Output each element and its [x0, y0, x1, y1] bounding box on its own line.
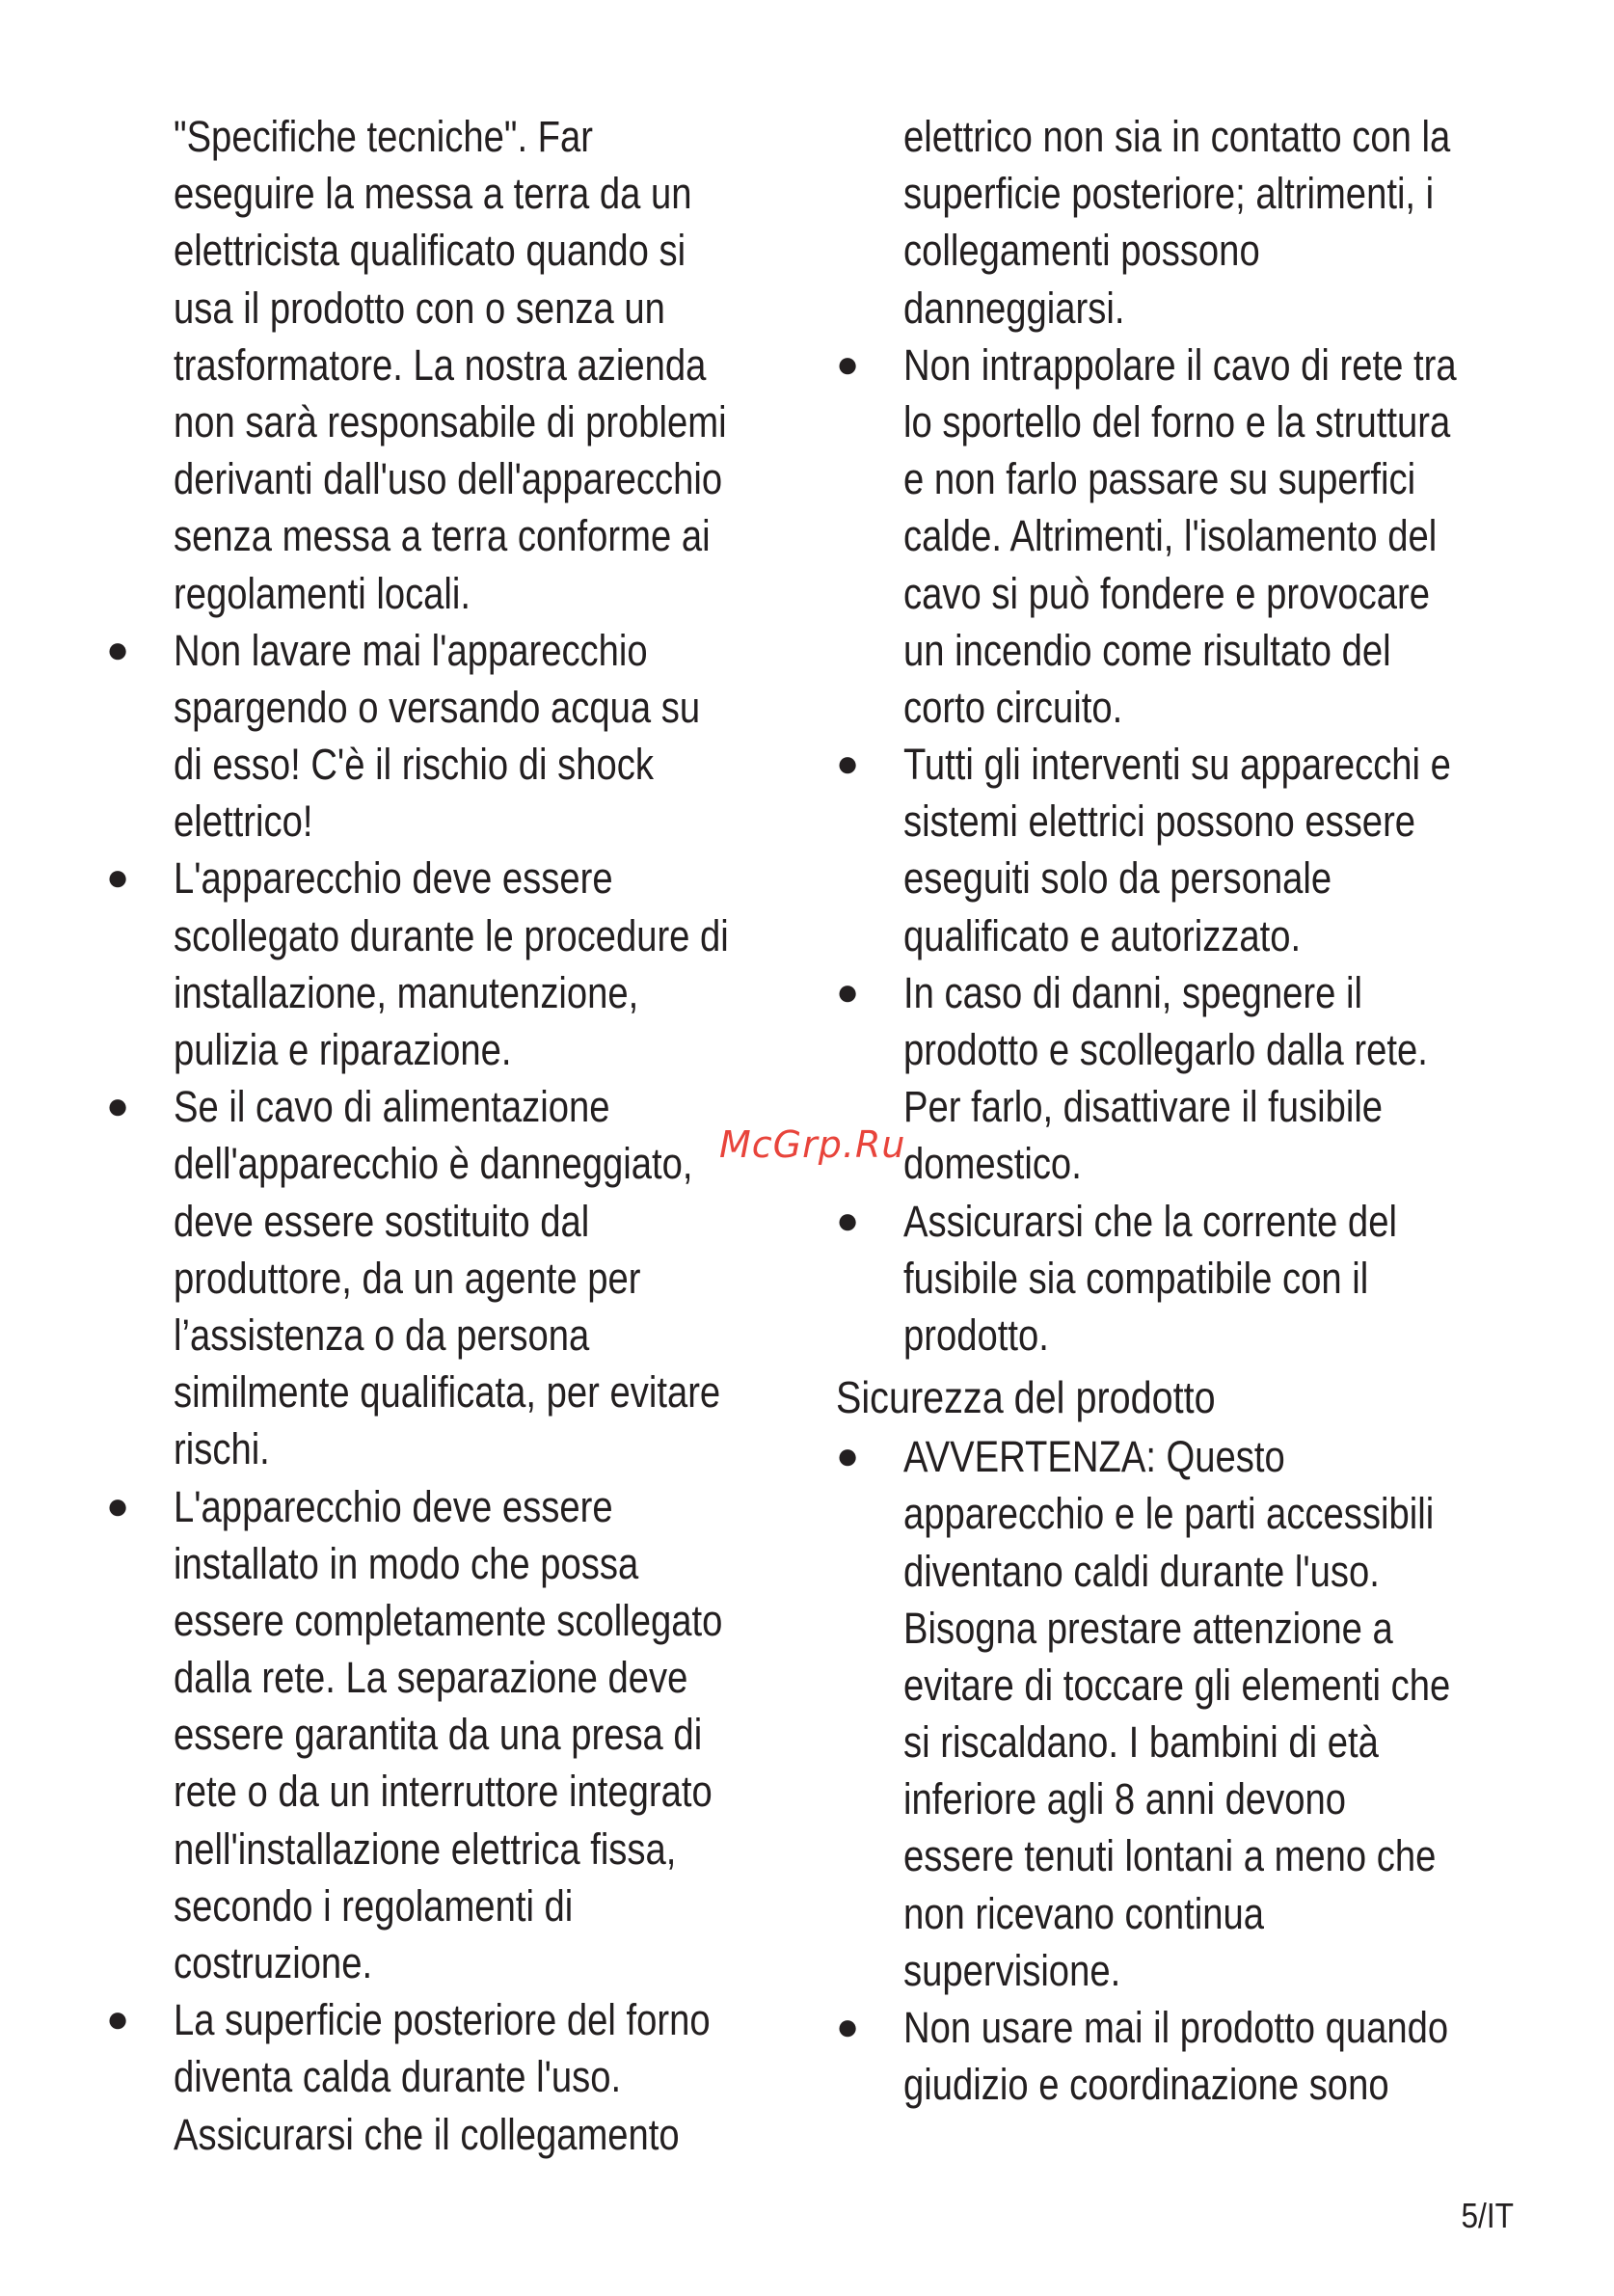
bullet-item: [836, 1999, 1525, 2113]
text-line: Assicurarsi che la corrente del: [903, 1196, 1397, 1246]
text-line: essere tenuti lontani a meno che: [903, 1831, 1437, 1881]
bullet-text: [174, 622, 795, 851]
text-line: Per farlo, disattivare il fusibile: [903, 1082, 1384, 1132]
text-line: Non intrappolare il cavo di rete tra: [903, 339, 1457, 390]
text-line: diventano caldi durante l'uso.: [903, 1546, 1380, 1596]
text-line: prodotto.: [903, 1310, 1049, 1360]
text-line: rete o da un interruttore integrato: [174, 1767, 713, 1817]
text-line: eseguire la messa a terra da un: [174, 169, 692, 219]
bullet-icon: ●: [106, 856, 130, 900]
bullet-item: [106, 1991, 795, 2163]
bullet-item: [836, 1428, 1525, 1999]
bullet-item: [106, 850, 795, 1078]
text-line: l’assistenza o da persona: [174, 1310, 590, 1360]
text-line: La superficie posteriore del forno: [174, 1995, 711, 2045]
text-line: scollegato durante le procedure di: [174, 910, 729, 960]
text-line: diventa calda durante l'uso.: [174, 2052, 622, 2102]
text-line: giudizio e coordinazione sono: [903, 2060, 1389, 2110]
bullet-icon: ●: [106, 1484, 130, 1527]
text-line: Tutti gli interventi su apparecchi e: [903, 740, 1451, 790]
text-line: elettricista qualificato quando si: [174, 226, 686, 276]
text-line: non sarà responsabile di problemi: [174, 396, 727, 446]
text-line: Se il cavo di alimentazione: [174, 1082, 610, 1132]
text-line: un incendio come risultato del: [903, 625, 1391, 675]
text-line: di esso! C'è il rischio di shock: [174, 740, 654, 790]
text-line: L'apparecchio deve essere: [174, 1481, 613, 1531]
right-column: [836, 108, 1525, 2113]
text-line: supervisione.: [903, 1945, 1121, 1995]
text-line: AVVERTENZA: Questo: [903, 1432, 1285, 1482]
text-line: eseguiti solo da personale: [903, 853, 1332, 904]
text-line: domestico.: [903, 1139, 1082, 1189]
text-line: senza messa a terra conforme ai: [174, 511, 711, 561]
text-line: si riscaldano. I bambini di età: [903, 1717, 1379, 1768]
text-line: danneggiarsi.: [903, 283, 1125, 333]
text-line: sistemi elettrici possono essere: [903, 797, 1416, 847]
bullet-icon: ●: [106, 1998, 130, 2041]
text-line: collegamenti possono: [903, 226, 1260, 276]
text-line: dell'apparecchio è danneggiato,: [174, 1139, 693, 1189]
bullet-icon: ●: [836, 970, 860, 1013]
text-line: deve essere sostituito dal: [174, 1196, 590, 1246]
text-line: lo sportello del forno e la struttura: [903, 396, 1451, 446]
bullet-icon: ●: [836, 1199, 860, 1242]
text-line: essere garantita da una presa di: [174, 1710, 703, 1760]
bullet-text: [903, 964, 1525, 1193]
text-line: L'apparecchio deve essere: [174, 853, 613, 904]
text-line: evitare di toccare gli elementi che: [903, 1660, 1451, 1710]
text-line: dalla rete. La separazione deve: [174, 1653, 688, 1703]
bullet-text: [903, 736, 1525, 964]
text-line: costruzione.: [174, 1938, 373, 1987]
text-line: usa il prodotto con o senza un: [174, 283, 665, 333]
bullet-item: [106, 1478, 795, 1992]
text-line: fusibile sia compatibile con il: [903, 1253, 1369, 1303]
text-line: Non lavare mai l'apparecchio: [174, 625, 648, 675]
page-number: 5/IT: [1461, 2196, 1514, 2235]
text-line: superficie posteriore; altrimenti, i: [903, 169, 1435, 219]
text-line: Bisogna prestare attenzione a: [903, 1603, 1393, 1653]
watermark: McGrp.Ru: [719, 1123, 906, 1166]
bullet-text: [174, 1078, 795, 1477]
text-line: cavo si può fondere e provocare: [903, 568, 1431, 618]
text-line: essere completamente scollegato: [174, 1595, 723, 1645]
bullet-icon: ●: [106, 628, 130, 671]
text-line: In caso di danni, spegnere il: [903, 967, 1362, 1017]
text-line: Non usare mai il prodotto quando: [903, 2003, 1449, 2052]
section-heading: Sicurezza del prodotto: [836, 1372, 1216, 1423]
left-column: [106, 108, 795, 2163]
bullet-text: [903, 1999, 1525, 2113]
text-line: spargendo o versando acqua su: [174, 682, 701, 732]
bullet-icon: ●: [836, 743, 860, 786]
text-line: installazione, manutenzione,: [174, 967, 639, 1017]
bullet-icon: ●: [836, 342, 860, 386]
bullet-item: [836, 736, 1525, 964]
bullet-text: [174, 1991, 795, 2163]
bullet-item: [106, 1078, 795, 1477]
text-line: "Specifiche tecniche". Far: [174, 112, 594, 161]
bullet-text: [174, 850, 795, 1078]
text-line: produttore, da un agente per: [174, 1253, 641, 1303]
bullet-icon: ●: [106, 1085, 130, 1128]
text-line: inferiore agli 8 anni devono: [903, 1774, 1346, 1824]
text-line: non ricevano continua: [903, 1888, 1264, 1938]
text-line: derivanti dall'uso dell'apparecchio: [174, 454, 723, 504]
bullet-text: [174, 1478, 795, 1992]
text-line: Assicurarsi che il collegamento: [174, 2109, 680, 2159]
bullet-icon: ●: [836, 2006, 860, 2048]
text-line: regolamenti locali.: [174, 568, 471, 618]
text-line: rischi.: [174, 1424, 270, 1474]
bullet-item: [836, 1193, 1525, 1364]
text-line: prodotto e scollegarlo dalla rete.: [903, 1025, 1428, 1074]
text-line: e non farlo passare su superfici: [903, 454, 1416, 504]
bullet-item: [836, 964, 1525, 1193]
bullet-item: [836, 337, 1525, 736]
text-line: secondo i regolamenti di: [174, 1880, 574, 1931]
text-line: elettrico!: [174, 797, 313, 847]
text-line: pulizia e riparazione.: [174, 1025, 512, 1074]
text-line: apparecchio e le parti accessibili: [903, 1489, 1435, 1539]
bullet-text: [903, 1428, 1525, 1999]
bullet-text: [903, 337, 1525, 736]
bullet-icon: ●: [836, 1435, 860, 1478]
text-line: elettrico non sia in contatto con la: [903, 112, 1451, 161]
text-line: installato in modo che possa: [174, 1538, 639, 1588]
bullet-text: [903, 1193, 1525, 1364]
text-line: similmente qualificata, per evitare: [174, 1367, 721, 1418]
bullet-item: [106, 622, 795, 851]
text-line: nell'installazione elettrica fissa,: [174, 1823, 677, 1874]
text-line: trasformatore. La nostra azienda: [174, 339, 707, 390]
text-line: corto circuito.: [903, 682, 1123, 732]
text-line: qualificato e autorizzato.: [903, 910, 1302, 960]
text-line: calde. Altrimenti, l'isolamento del: [903, 511, 1438, 561]
